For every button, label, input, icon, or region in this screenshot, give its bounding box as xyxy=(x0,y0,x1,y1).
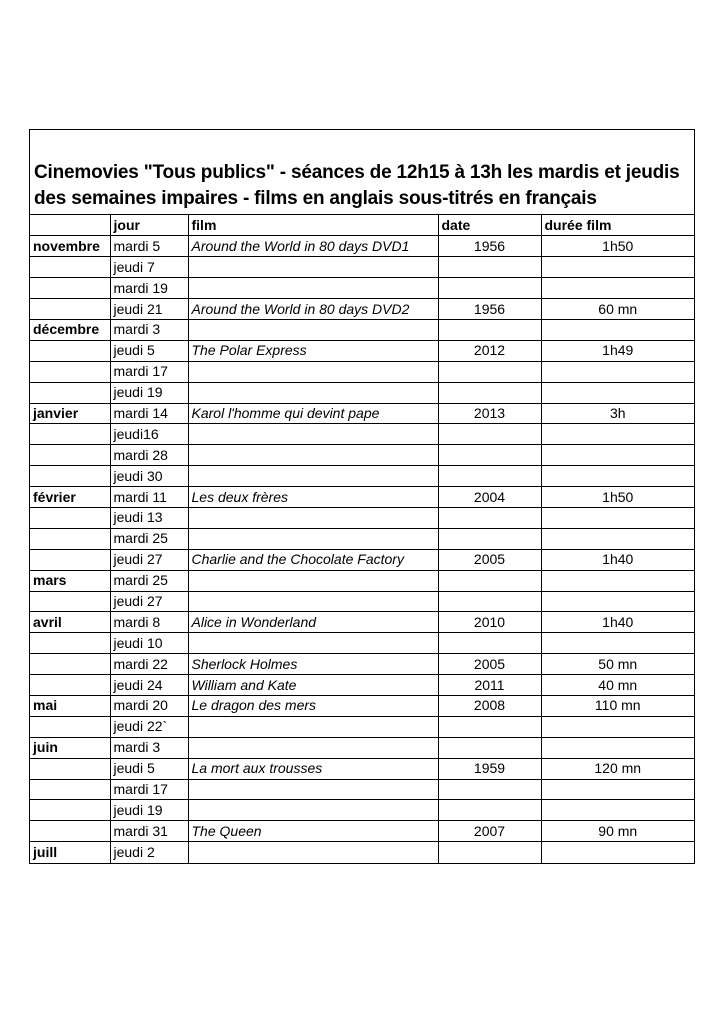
table-row xyxy=(30,382,694,403)
date-cell xyxy=(438,779,541,800)
date-cell: 2008 xyxy=(438,695,541,716)
day-cell: mardi 14 xyxy=(110,403,188,424)
film-cell: Alice in Wonderland xyxy=(188,612,438,633)
film-cell xyxy=(188,424,438,445)
film-cell xyxy=(188,737,438,758)
date-cell: 1956 xyxy=(438,299,541,320)
duration-cell xyxy=(541,716,694,737)
month-cell xyxy=(30,382,110,403)
film-cell: The Polar Express xyxy=(188,340,438,361)
table-row xyxy=(30,236,694,257)
month-cell xyxy=(30,716,110,737)
table-row xyxy=(30,695,694,716)
date-cell xyxy=(438,507,541,528)
date-cell xyxy=(438,319,541,340)
day-cell: jeudi 2 xyxy=(110,842,188,863)
film-cell xyxy=(188,257,438,278)
film-cell xyxy=(188,319,438,340)
film-cell xyxy=(188,382,438,403)
date-cell: 2007 xyxy=(438,821,541,842)
month-cell xyxy=(30,257,110,278)
date-cell xyxy=(438,278,541,299)
day-cell: jeudi 10 xyxy=(110,633,188,654)
duration-cell xyxy=(541,591,694,612)
film-cell: Around the World in 80 days DVD2 xyxy=(188,299,438,320)
header-day: jour xyxy=(110,215,188,236)
duration-cell xyxy=(541,361,694,382)
month-cell xyxy=(30,779,110,800)
date-cell xyxy=(438,382,541,403)
film-cell xyxy=(188,716,438,737)
date-cell: 2013 xyxy=(438,403,541,424)
duration-cell: 110 mn xyxy=(541,695,694,716)
duration-cell: 1h40 xyxy=(541,549,694,570)
month-cell: mai xyxy=(30,695,110,716)
day-cell: jeudi16 xyxy=(110,424,188,445)
day-cell: jeudi 22` xyxy=(110,716,188,737)
film-cell: Les deux frères xyxy=(188,487,438,508)
duration-cell xyxy=(541,528,694,549)
duration-cell: 1h50 xyxy=(541,236,694,257)
schedule-sheet xyxy=(29,129,695,864)
date-cell: 2012 xyxy=(438,340,541,361)
film-cell xyxy=(188,361,438,382)
day-cell: mardi 11 xyxy=(110,487,188,508)
title-line-2: des semaines impaires - films en anglais sous-titrés en français xyxy=(34,188,597,209)
table-row xyxy=(30,445,694,466)
header-month xyxy=(30,215,110,236)
month-cell xyxy=(30,800,110,821)
film-cell: Around the World in 80 days DVD1 xyxy=(188,236,438,257)
day-cell: mardi 3 xyxy=(110,319,188,340)
month-cell xyxy=(30,528,110,549)
month-cell: décembre xyxy=(30,319,110,340)
date-cell: 1956 xyxy=(438,236,541,257)
day-cell: jeudi 7 xyxy=(110,257,188,278)
date-cell xyxy=(438,445,541,466)
duration-cell xyxy=(541,466,694,487)
duration-cell xyxy=(541,633,694,654)
table-header-row xyxy=(30,215,694,236)
month-cell xyxy=(30,361,110,382)
film-cell: La mort aux trousses xyxy=(188,758,438,779)
duration-cell xyxy=(541,779,694,800)
day-cell: mardi 31 xyxy=(110,821,188,842)
date-cell: 2005 xyxy=(438,549,541,570)
table-row xyxy=(30,716,694,737)
duration-cell: 60 mn xyxy=(541,299,694,320)
film-cell xyxy=(188,570,438,591)
date-cell xyxy=(438,570,541,591)
day-cell: jeudi 21 xyxy=(110,299,188,320)
film-cell xyxy=(188,591,438,612)
duration-cell xyxy=(541,800,694,821)
table-row xyxy=(30,633,694,654)
day-cell: jeudi 27 xyxy=(110,591,188,612)
day-cell: mardi 5 xyxy=(110,236,188,257)
duration-cell: 40 mn xyxy=(541,675,694,696)
day-cell: jeudi 5 xyxy=(110,758,188,779)
month-cell xyxy=(30,654,110,675)
month-cell xyxy=(30,424,110,445)
month-cell: avril xyxy=(30,612,110,633)
month-cell: juill xyxy=(30,842,110,863)
table-row xyxy=(30,340,694,361)
day-cell: mardi 22 xyxy=(110,654,188,675)
month-cell xyxy=(30,507,110,528)
duration-cell: 50 mn xyxy=(541,654,694,675)
date-cell: 2011 xyxy=(438,675,541,696)
day-cell: jeudi 5 xyxy=(110,340,188,361)
table-row xyxy=(30,821,694,842)
film-cell: Sherlock Holmes xyxy=(188,654,438,675)
table-row xyxy=(30,612,694,633)
date-cell xyxy=(438,528,541,549)
month-cell xyxy=(30,466,110,487)
duration-cell: 1h49 xyxy=(541,340,694,361)
date-cell xyxy=(438,466,541,487)
duration-cell: 120 mn xyxy=(541,758,694,779)
table-row xyxy=(30,278,694,299)
film-cell: William and Kate xyxy=(188,675,438,696)
duration-cell xyxy=(541,737,694,758)
table-row xyxy=(30,507,694,528)
film-cell xyxy=(188,466,438,487)
film-cell: Karol l'homme qui devint pape xyxy=(188,403,438,424)
header-film: film xyxy=(188,215,438,236)
date-cell xyxy=(438,591,541,612)
duration-cell xyxy=(541,382,694,403)
film-cell: Charlie and the Chocolate Factory xyxy=(188,549,438,570)
day-cell: mardi 17 xyxy=(110,779,188,800)
schedule-table xyxy=(30,215,694,863)
date-cell xyxy=(438,716,541,737)
month-cell xyxy=(30,591,110,612)
month-cell xyxy=(30,340,110,361)
film-cell xyxy=(188,278,438,299)
table-row xyxy=(30,361,694,382)
month-cell xyxy=(30,299,110,320)
day-cell: mardi 28 xyxy=(110,445,188,466)
table-row xyxy=(30,549,694,570)
date-cell xyxy=(438,633,541,654)
film-cell: Le dragon des mers xyxy=(188,695,438,716)
film-cell xyxy=(188,842,438,863)
table-row xyxy=(30,319,694,340)
table-row xyxy=(30,257,694,278)
date-cell xyxy=(438,257,541,278)
day-cell: mardi 19 xyxy=(110,278,188,299)
month-cell xyxy=(30,758,110,779)
date-cell xyxy=(438,424,541,445)
day-cell: jeudi 19 xyxy=(110,382,188,403)
day-cell: jeudi 24 xyxy=(110,675,188,696)
date-cell xyxy=(438,842,541,863)
header-date: date xyxy=(438,215,541,236)
day-cell: mardi 25 xyxy=(110,570,188,591)
table-row xyxy=(30,654,694,675)
duration-cell xyxy=(541,424,694,445)
month-cell xyxy=(30,675,110,696)
film-cell xyxy=(188,800,438,821)
month-cell: mars xyxy=(30,570,110,591)
table-row xyxy=(30,528,694,549)
month-cell xyxy=(30,278,110,299)
title-line-1: Cinemovies "Tous publics" - séances de 12h15 à 13h les mardis et jeudis xyxy=(34,162,680,183)
month-cell: février xyxy=(30,487,110,508)
month-cell xyxy=(30,821,110,842)
day-cell: mardi 25 xyxy=(110,528,188,549)
month-cell: janvier xyxy=(30,403,110,424)
day-cell: jeudi 19 xyxy=(110,800,188,821)
date-cell: 2004 xyxy=(438,487,541,508)
duration-cell: 3h xyxy=(541,403,694,424)
day-cell: jeudi 27 xyxy=(110,549,188,570)
date-cell xyxy=(438,737,541,758)
table-row xyxy=(30,800,694,821)
film-cell xyxy=(188,507,438,528)
table-row xyxy=(30,403,694,424)
date-cell: 2005 xyxy=(438,654,541,675)
day-cell: mardi 17 xyxy=(110,361,188,382)
month-cell xyxy=(30,549,110,570)
duration-cell: 1h50 xyxy=(541,487,694,508)
duration-cell xyxy=(541,319,694,340)
date-cell: 2010 xyxy=(438,612,541,633)
table-row xyxy=(30,675,694,696)
day-cell: jeudi 13 xyxy=(110,507,188,528)
date-cell xyxy=(438,361,541,382)
table-row xyxy=(30,591,694,612)
table-row xyxy=(30,299,694,320)
film-cell xyxy=(188,445,438,466)
duration-cell xyxy=(541,507,694,528)
film-cell: The Queen xyxy=(188,821,438,842)
duration-cell: 90 mn xyxy=(541,821,694,842)
day-cell: mardi 20 xyxy=(110,695,188,716)
film-cell xyxy=(188,779,438,800)
duration-cell xyxy=(541,257,694,278)
duration-cell xyxy=(541,842,694,863)
month-cell xyxy=(30,633,110,654)
table-row xyxy=(30,466,694,487)
film-cell xyxy=(188,633,438,654)
duration-cell xyxy=(541,570,694,591)
date-cell: 1959 xyxy=(438,758,541,779)
month-cell: novembre xyxy=(30,236,110,257)
day-cell: jeudi 30 xyxy=(110,466,188,487)
table-row xyxy=(30,737,694,758)
month-cell: juin xyxy=(30,737,110,758)
table-row xyxy=(30,570,694,591)
table-row xyxy=(30,758,694,779)
document-title xyxy=(30,130,694,215)
table-row xyxy=(30,487,694,508)
date-cell xyxy=(438,800,541,821)
table-row xyxy=(30,424,694,445)
header-duration: durée film xyxy=(541,215,694,236)
table-row xyxy=(30,842,694,863)
film-cell xyxy=(188,528,438,549)
day-cell: mardi 3 xyxy=(110,737,188,758)
day-cell: mardi 8 xyxy=(110,612,188,633)
table-row xyxy=(30,779,694,800)
month-cell xyxy=(30,445,110,466)
duration-cell: 1h40 xyxy=(541,612,694,633)
duration-cell xyxy=(541,445,694,466)
duration-cell xyxy=(541,278,694,299)
